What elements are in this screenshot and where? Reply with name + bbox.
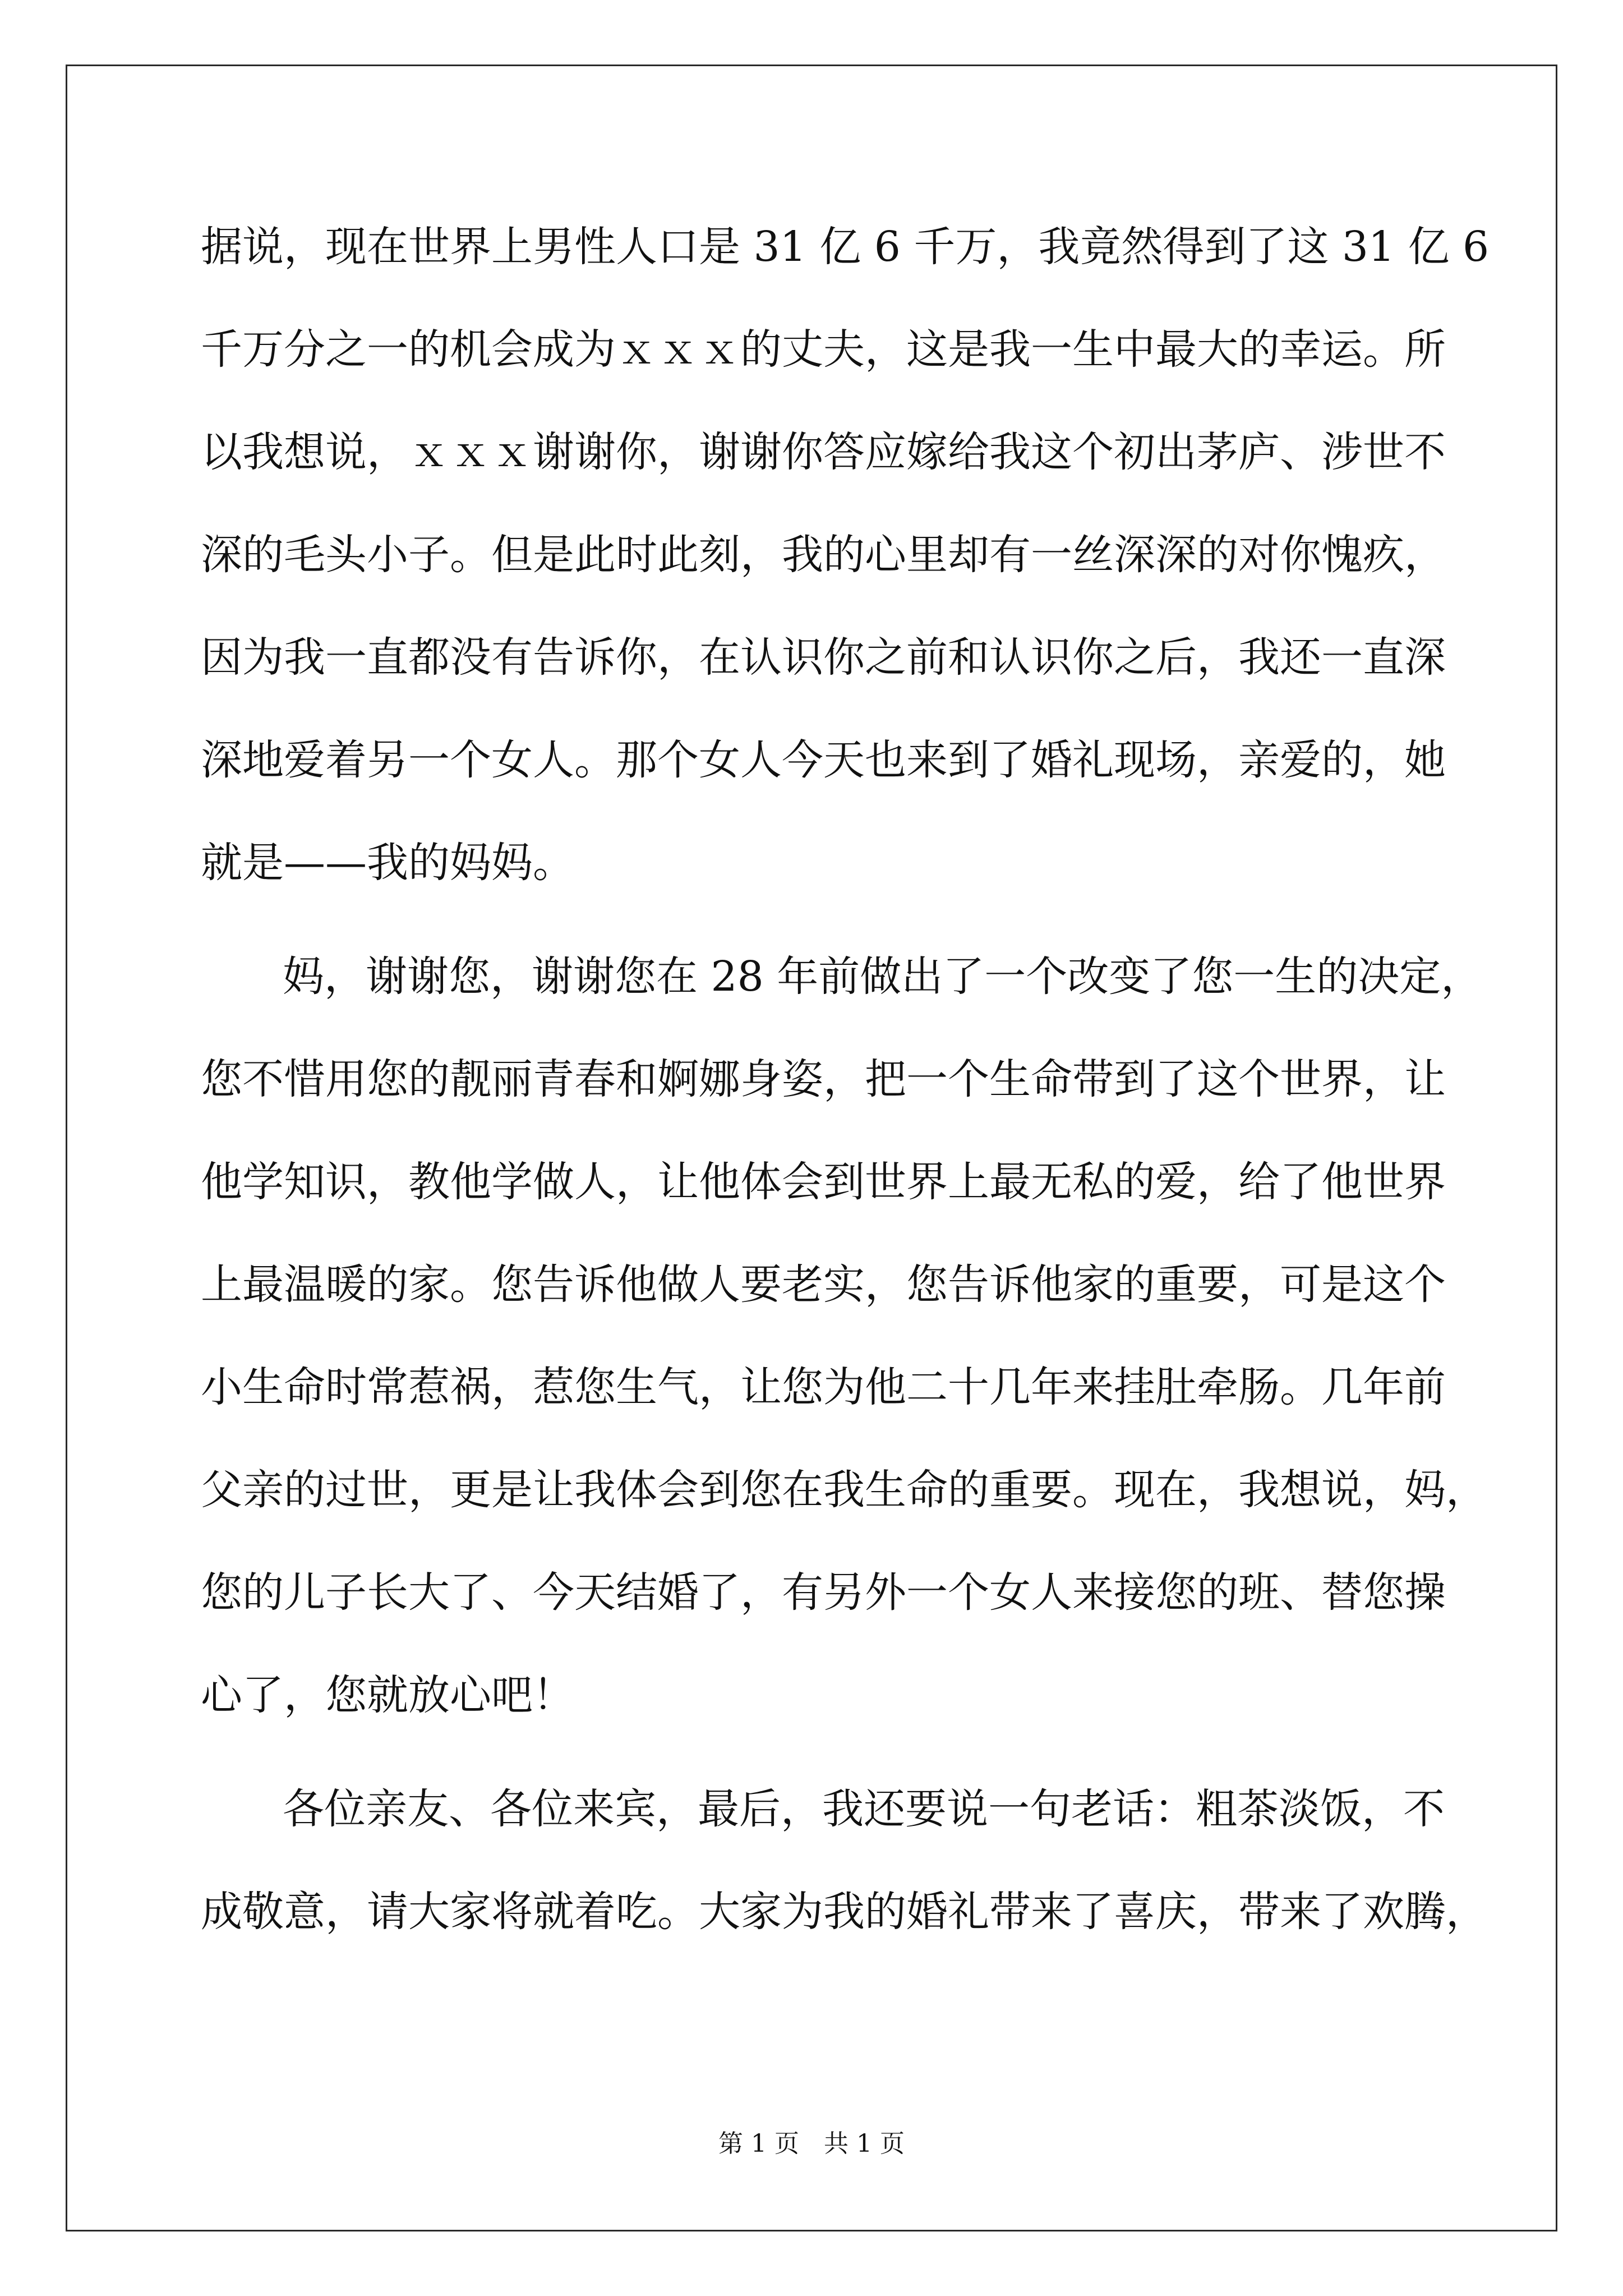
text-line: 妈，谢谢您，谢谢您在 28 年前做出了一个改变了您一生的决定， <box>283 953 1483 1001</box>
text-line: 就是——我的妈妈。 <box>201 839 574 887</box>
text-line: 深的毛头小子。但是此时此刻，我的心里却有一丝深深的对你愧疚， <box>201 531 1446 579</box>
paragraph <box>201 216 1490 935</box>
text-line: 深地爱着另一个女人。那个女人今天也来到了婚礼现场，亲爱的，她 <box>201 736 1446 784</box>
text-line: 他学知识，教他学做人，让他体会到世界上最无私的爱，给了他世界 <box>201 1158 1446 1206</box>
text-line: 据说，现在世界上男性人口是 31 亿 6 千万，我竟然得到了这 31 亿 6 <box>201 223 1490 271</box>
text-line: 心了，您就放心吧！ <box>201 1671 574 1719</box>
text-line: 您不惜用您的靓丽青春和婀娜身姿，把一个生命带到了这个世界，让 <box>201 1055 1446 1103</box>
text-line: 小生命时常惹祸，惹您生气，让您为他二十几年来挂肚牵肠。几年前 <box>201 1363 1446 1411</box>
document-body <box>201 216 1490 1984</box>
page-number-footer: 第 1 页 共 1 页 <box>718 2129 905 2158</box>
paragraph <box>201 1778 1487 1984</box>
text-line: 因为我一直都没有告诉你，在认识你之前和认识你之后，我还一直深 <box>201 633 1446 682</box>
text-line: 成敬意，请大家将就着吃。大家为我的婚礼带来了喜庆，带来了欢腾， <box>201 1888 1487 1936</box>
text-line: 以我想说，ｘｘｘ谢谢你，谢谢你答应嫁给我这个初出茅庐、涉世不 <box>201 428 1446 476</box>
text-line: 千万分之一的机会成为ｘｘｘ的丈夫，这是我一生中最大的幸运。所 <box>201 325 1446 374</box>
text-line: 父亲的过世，更是让我体会到您在我生命的重要。现在，我想说，妈， <box>201 1466 1487 1514</box>
text-line: 您的儿子长大了、今天结婚了，有另外一个女人来接您的班、替您操 <box>201 1568 1446 1617</box>
paragraph <box>201 946 1487 1767</box>
text-line: 上最温暖的家。您告诉他做人要老实，您告诉他家的重要，可是这个 <box>201 1260 1446 1309</box>
text-line: 各位亲友、各位来宾，最后，我还要说一句老话：粗茶淡饭，不 <box>283 1785 1445 1833</box>
